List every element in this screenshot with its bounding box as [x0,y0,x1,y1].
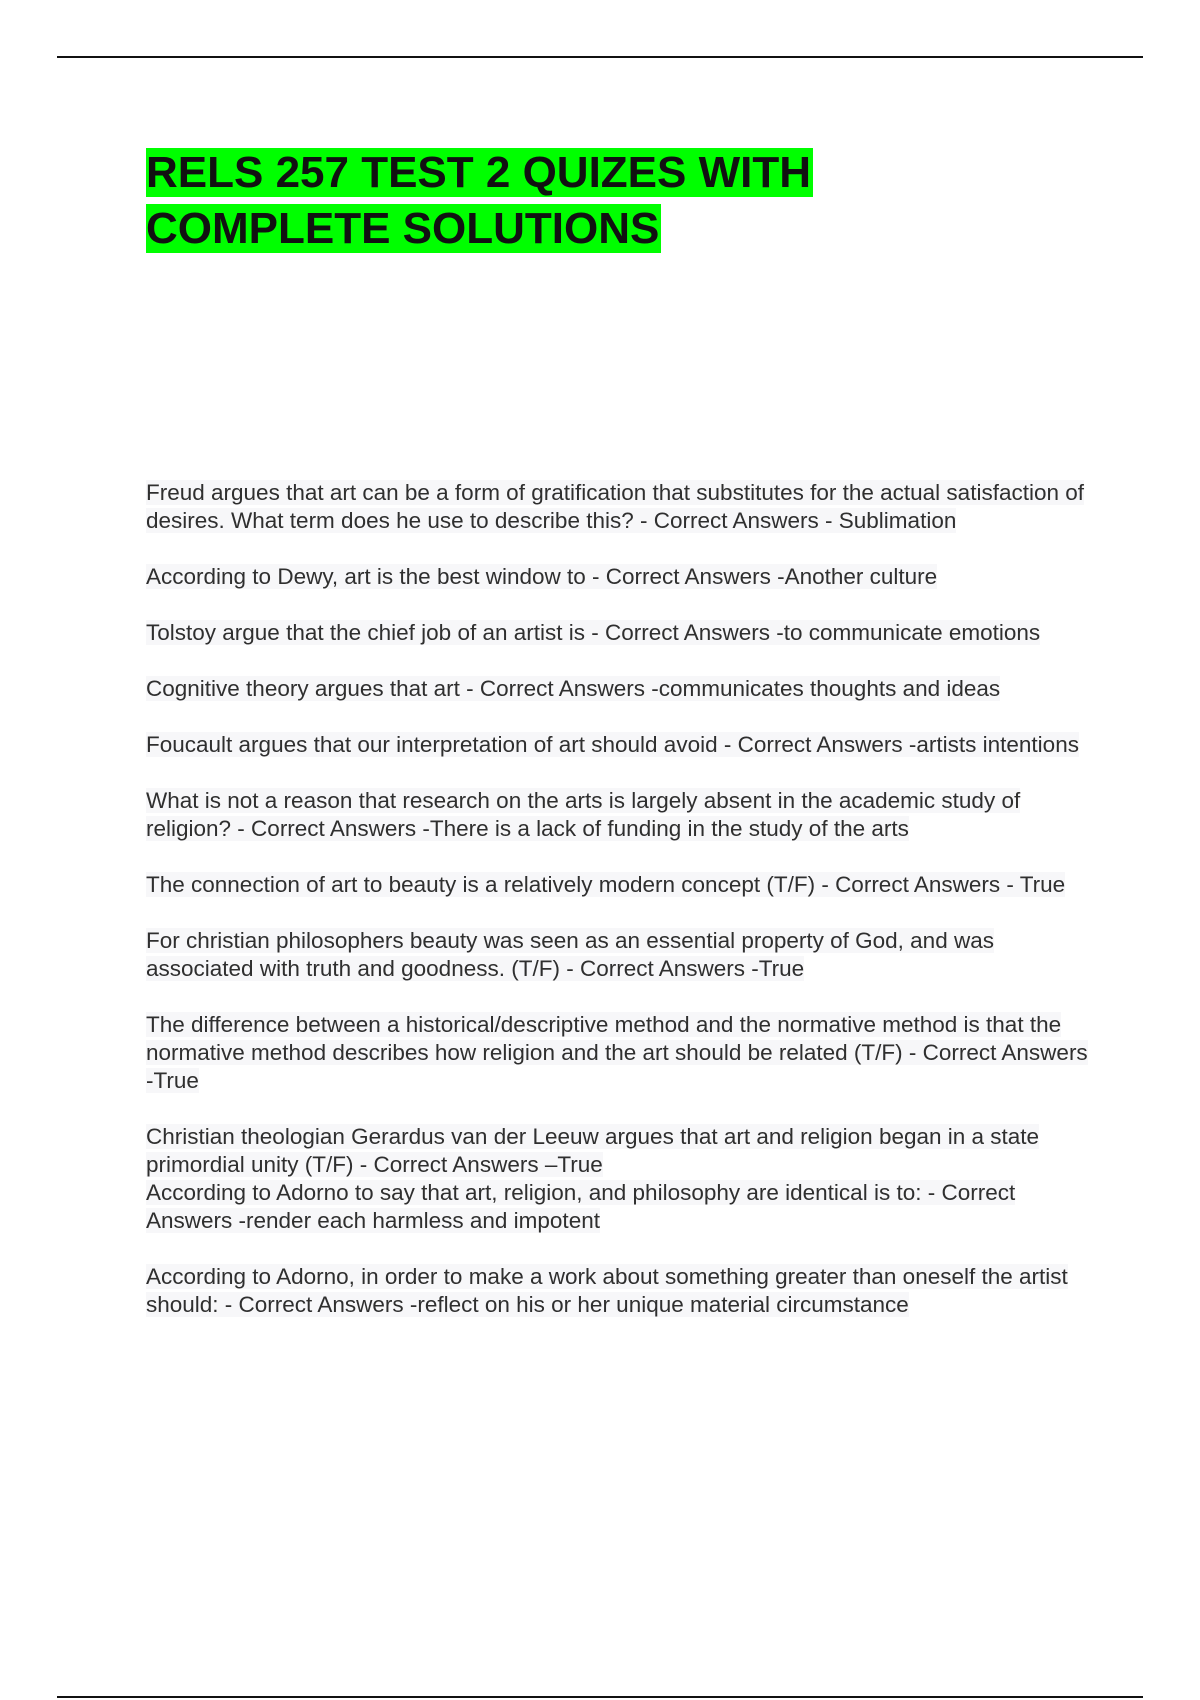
qa-item-research-absent: What is not a reason that research on the arts is largely absent in the academic study of religion? - Correct Answers -There is a lack of funding in the study of the arts [146,788,1021,841]
qa-item-foucault: Foucault argues that our interpretation of art should avoid - Correct Answers -artists intentions [146,732,1079,757]
question-answer-list [146,479,1091,1347]
document-title [146,145,1086,257]
qa-item-freud: Freud argues that art can be a form of gratification that substitutes for the actual satisfaction of desires. What term does he use to describe this? - Correct Answers - Sublimation [146,480,1085,533]
title-line-1: RELS 257 TEST 2 QUIZES WITH [146,148,812,197]
top-rule [57,56,1143,58]
qa-item-tolstoy: Tolstoy argue that the chief job of an artist is - Correct Answers -to communicate emotions [146,620,1041,645]
qa-item-christian-philosophers: For christian philosophers beauty was seen as an essential property of God, and was associated with truth and goodness. (T/F) - Correct Answers -True [146,928,994,981]
qa-item-cognitive-theory: Cognitive theory argues that art - Correct Answers -communicates thoughts and ideas [146,676,1001,701]
qa-item-normative-method: The difference between a historical/descriptive method and the normative method is that the normative method describes how religion and the art should be related (T/F) - Correct Answers -True [146,1012,1088,1093]
qa-item-art-beauty: The connection of art to beauty is a relatively modern concept (T/F) - Correct Answers - True [146,872,1066,897]
qa-item-adorno-greater: According to Adorno, in order to make a work about something greater than oneself the artist should: - Correct Answers -reflect on his or her unique material circumstance [146,1264,1068,1317]
qa-item-dewy: According to Dewy, art is the best window to - Correct Answers -Another culture [146,564,938,589]
bottom-rule [57,1696,1143,1698]
qa-item-adorno-identical: According to Adorno to say that art, religion, and philosophy are identical is to: - Correct Answers -render each harmless and impotent [146,1180,1016,1233]
qa-item-van-der-leeuw: Christian theologian Gerardus van der Leeuw argues that art and religion began in a state primordial unity (T/F) - Correct Answers –True [146,1124,1040,1177]
title-line-2: COMPLETE SOLUTIONS [146,204,660,253]
